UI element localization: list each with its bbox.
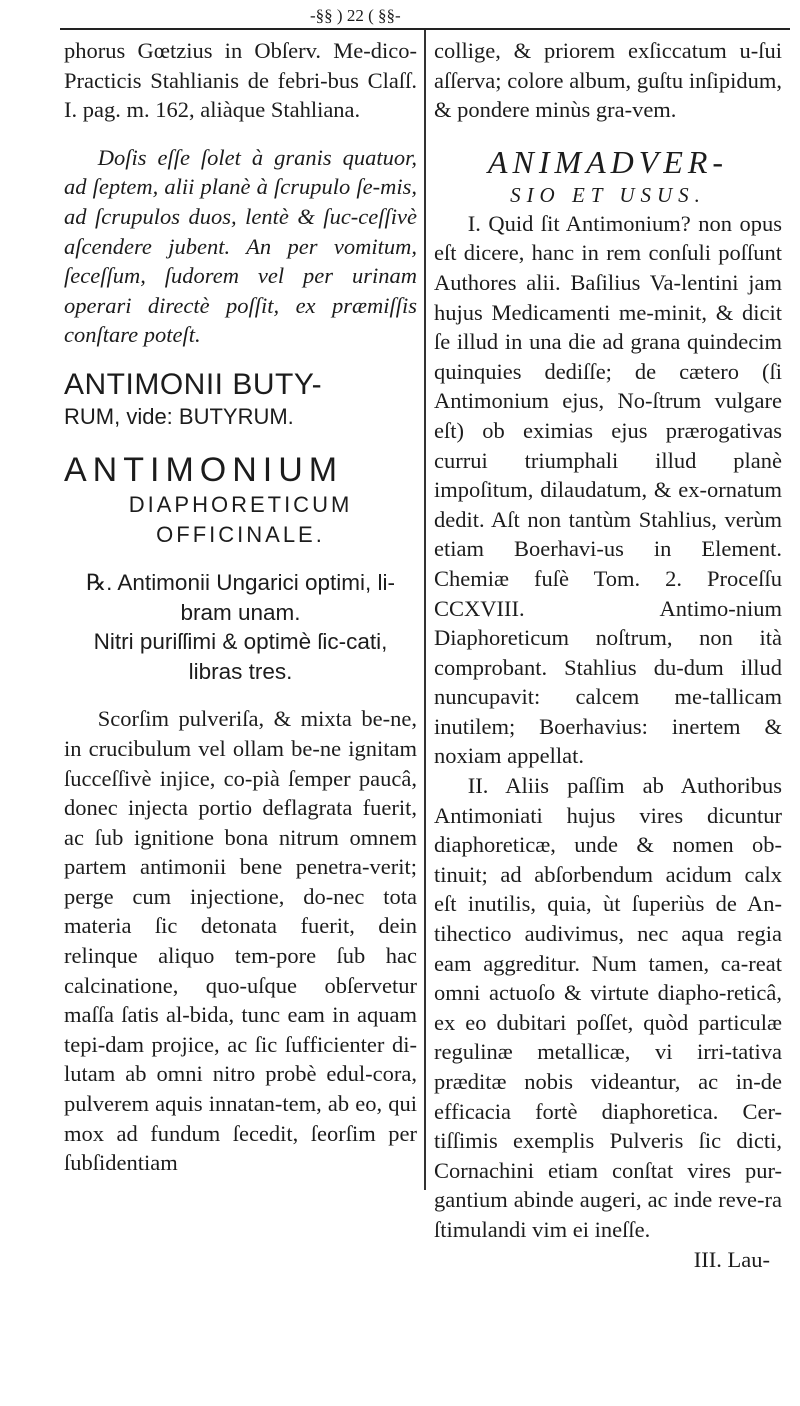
left-column (64, 36, 417, 1178)
paragraph-procedure: Scorſim pulveriſa, & mixta be-ne, in crucibulum vel ollam be-ne ignitam ſucceſſivè injice, co-pià ſemper paucâ, donec injecta portio deflagrata fuerit, ac ſub ignitione bona nitrum omnem partem antimonii bene penetra-verit; perge cum injectione, do-nec tota materia ſic detonata fuerit, dein relinque aliquo tem-pore ſub hac calcinatione, quo-uſque obſervetur maſſa ſatis al-bida, tunc eam in aquam tepi-dam projice, ac ſic ſufficienter di-lutam ab omni nitro probè edul-cora, pulverem aquis innatan-tem, ab eo, qui mox ad fundum ſecedit, ſeorſim per ſubſidentiam (64, 706, 417, 1176)
recipe-nitri: Nitri puriſſimi & optimè ſic-cati, libras tres. (93, 629, 388, 684)
paragraph-section-one: I. Quid ſit Antimonium? non opus eſt dicere, hanc in rem conſuli poſſunt Authores alii. Baſilius Va-lentini jam hujus Medicamenti me-minit, & dicit ſe illud in una die ad grana quindecim quinquies dediſſe; de cætero (ſi Antimonium ejus, No-ſtrum vulgare eſt) ob eximias ejus prærogativas currui triumphali illud planè impoſitum, dilaudatum, & ex-ornatum dedit. Aſt non tantùm Stahlius, verùm etiam Boerhavi-us in Element. Chemiæ fuſè Tom. 2. Proceſſu CCXVIII. Antimo-nium Diaphoreticum noſtrum, non ità comprobant. Stahlius du-dum illud nuncupavit: calcem me-tallicam inutilem; Boerhavius: inertem & noxiam appellat. (434, 210, 782, 769)
heading-butyrum-ref: RUM, vide: BUTYRUM. (64, 403, 294, 429)
heading-animadversio: ANIMADVER- (487, 143, 729, 180)
paragraph-section-two: II. Aliis paſſim ab Authoribus Antimoniati hujus vires dicuntur diaphoreticæ, unde & nomen ob-tinuit; ad abſorbendum acidum calx eſt inutilis, quia, ùt ſuperiùs de An-tihectico audivimus, nec aqua regia eam aggreditur. Num tamen, ca-reat omni actuoſo & virtute diapho-reticâ, ex eo dubitari poſſet, quòd particulæ regulinæ metallicæ, vi irri-tativa præditæ nobis videantur, ac in-de efficacia fortè diaphoretica. Cer-tiſſimis exemplis Pulveris ſic dicti, Cornachini etiam conſtat vires pur-gantium abinde augeri, ac inde reve-ra ſtimulandi vim ei ineſſe. (434, 773, 782, 1242)
right-column (434, 36, 782, 1274)
paragraph-gotzius: phorus Gœtzius in Obſerv. Me-dico-Practicis Stahlianis de febri-bus Claſſ. I. pag. m. 162, aliàque Stahliana. (64, 38, 417, 123)
heading-officinale: OFFICINALE. (156, 521, 325, 547)
recipe-antimonii: ℞. Antimonii Ungarici optimi, li-bram unam. (85, 569, 395, 625)
heading-butyrum: ANTIMONII BUTY- (64, 367, 323, 401)
running-header (60, 6, 790, 30)
catchword: III. Lau- (693, 1246, 770, 1272)
column-rule (424, 30, 426, 1190)
page-number: -§§ ) 22 ( §§- (310, 6, 401, 25)
paragraph-collige: collige, & priorem exſiccatum u-ſui aſſerva; colore album, guſtu inſipidum, & pondere minùs gra-vem. (434, 38, 782, 123)
heading-antimonium: ANTIMONIUM (64, 450, 344, 489)
paragraph-dose: Doſis eſſe ſolet à granis quatuor, ad ſeptem, alii planè à ſcrupulo ſe-mis, ad ſcrupulos duos, lentè & ſuc-ceſſivè aſcendere jubent. An per vomitum, ſeceſſum, ſudorem vel per urinam operari directè poſſit, ex præmiſſis conſtare poteſt. (64, 144, 417, 348)
heading-et-usus: SIO ET USUS. (510, 182, 706, 207)
heading-diaphoreticum: DIAPHORETICUM (128, 491, 353, 517)
